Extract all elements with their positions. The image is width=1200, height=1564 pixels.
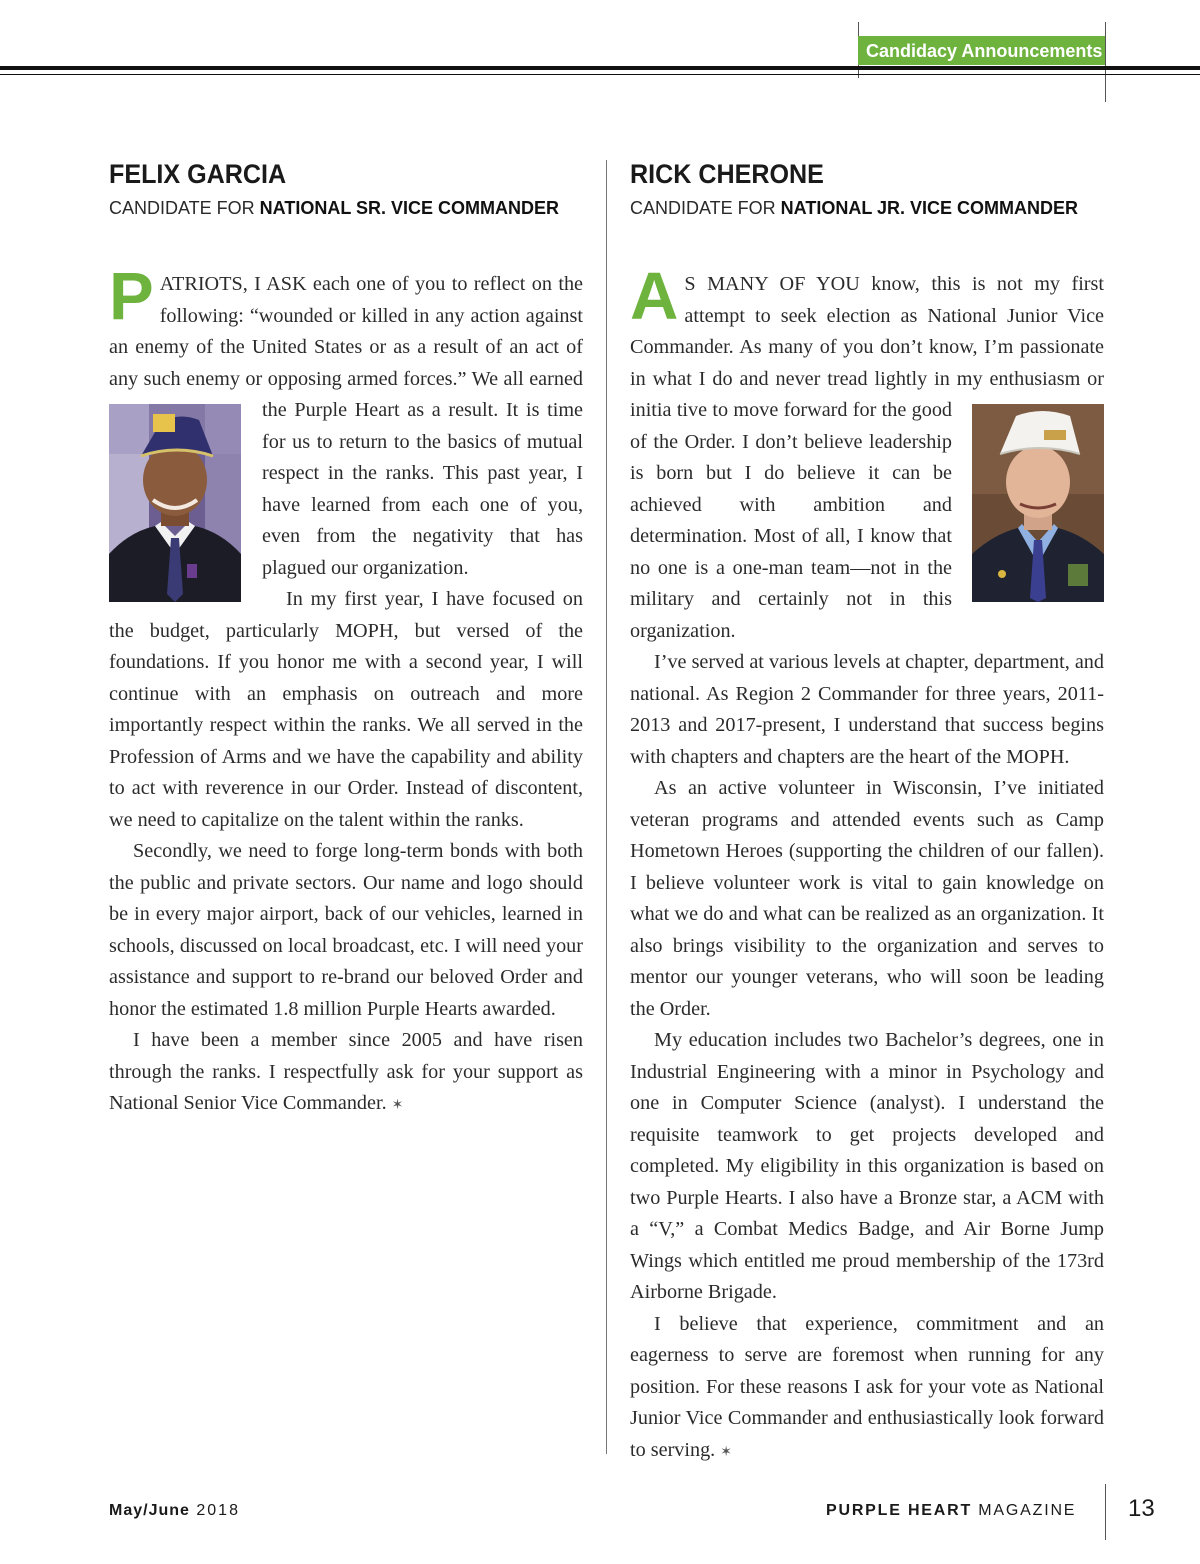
drop-cap: P bbox=[109, 259, 154, 334]
footer-magazine-name bbox=[826, 1502, 1076, 1520]
issue-month: May/June bbox=[109, 1502, 190, 1519]
magazine-name-bold: PURPLE HEART bbox=[826, 1502, 973, 1519]
candidate-photo-rick-cherone bbox=[972, 404, 1104, 602]
article-paragraph: Secondly, we need to forge long-term bonds with both the public and private sectors. Our name and logo should be in every major airport, back of our vehicles, learned in schools, discussed on local broadcast, etc. I will need your assistance and support to re-brand our beloved Order and honor the estimated 1.8 million Purple Hearts awarded. bbox=[109, 840, 583, 1020]
article-body bbox=[630, 259, 1104, 1468]
role-prefix: CANDIDATE FOR bbox=[109, 198, 260, 218]
candidate-role bbox=[630, 196, 1104, 220]
page-number: 13 bbox=[1128, 1495, 1155, 1522]
article-paragraph: My education includes two Bachelor’s degrees, one in Industrial Engineering with a minor in Psychology and one in Computer Science (analyst). I understand the requisite teamwork to get projects developed and completed. My eligibility in this organization is based on two Purple Hearts. I also have a Bronze star, a ACM with a “V,” a Combat Medics Badge, and Air Borne Jump Wings which entitled me proud membership of the 173rd Airborne Brigade. bbox=[630, 1029, 1104, 1303]
candidate-role bbox=[109, 196, 583, 220]
article-body bbox=[109, 259, 583, 1122]
candidate-name: RICK CHERONE bbox=[630, 159, 824, 189]
paragraph-text-continued: tive to move forward for the good of the Order. I don’t believe leadership is born but I do believe it can be achieved with ambition and determination. Most of all, I know that no one is a one-man team—not in the military and certainly not in this organization. bbox=[630, 399, 953, 642]
magazine-name-rest: MAGAZINE bbox=[972, 1502, 1077, 1519]
header-rule-thin bbox=[0, 74, 1200, 75]
role-title: NATIONAL SR. VICE COMMANDER bbox=[259, 198, 560, 218]
column-divider bbox=[606, 160, 607, 1454]
candidate-column-felix-garcia bbox=[109, 156, 583, 1122]
end-mark-icon: ✶ bbox=[391, 1098, 404, 1113]
section-label: Candidacy Announcements bbox=[866, 41, 1103, 61]
candidate-photo-felix-garcia bbox=[109, 404, 241, 602]
article-paragraph: In my first year, I have focused on the budget, particularly MOPH, but versed of the foundations. If you honor me with a second year, I will continue with an emphasis on outreach and more importantly respect within the ranks. We all served in the Profession of Arms and we have the capability and ability to act with reverence in our Order. Instead of discontent, we need to capitalize on the talent within the ranks. bbox=[109, 588, 583, 831]
article-paragraph bbox=[109, 1025, 583, 1122]
role-prefix: CANDIDATE FOR bbox=[630, 198, 781, 218]
article-paragraph: As an active volunteer in Wisconsin, I’ve initiated veteran programs and attended events such as Camp Hometown Heroes (supporting the children of our fallen). I believe volunteer work is vital to gain knowledge on what we do and what can be realized as an organization. It also brings visibility to the organization and serves to mentor our younger veterans, who will soon be leading the Order. bbox=[630, 777, 1104, 1020]
header-rule-vertical-right bbox=[1105, 22, 1106, 102]
candidate-name: FELIX GARCIA bbox=[109, 159, 287, 189]
paragraph-text: S MANY OF YOU know, this is not my first attempt to seek election as National Junior Vice Commander. As many of you don’t know, I’m passionate in what I do and never tread lightly in my enthusiasm or initia bbox=[630, 273, 1104, 421]
portrait-illustration bbox=[109, 404, 241, 602]
article-paragraph bbox=[630, 259, 1104, 647]
article-paragraph bbox=[630, 1309, 1104, 1469]
paragraph-text: ATRIOTS, I ASK each one of you to reflect on the following: “wounded or killed in any action against an enemy of the United States or as a result of an act of any such enemy or opposing armed forces.” We all bbox=[109, 273, 583, 390]
drop-cap: A bbox=[630, 259, 679, 334]
issue-year: 2018 bbox=[189, 1502, 240, 1519]
section-label-tab bbox=[858, 36, 1105, 65]
footer-rule-vertical bbox=[1105, 1484, 1106, 1540]
end-mark-icon: ✶ bbox=[720, 1444, 733, 1460]
footer-issue-date bbox=[109, 1502, 240, 1520]
paragraph-text: I have been a member since 2005 and have risen through the ranks. I respectfully ask for your support as National Senior Vice Commander. bbox=[109, 1029, 583, 1114]
portrait-illustration bbox=[972, 404, 1104, 602]
article-paragraph: I’ve served at various levels at chapter, department, and national. As Region 2 Commander for three years, 2011-2013 and 2017-present, I understand that success begins with chapters and chapters are the heart of the MOPH. bbox=[630, 651, 1104, 768]
header-rule-thick bbox=[0, 66, 1200, 70]
article-paragraph bbox=[109, 259, 583, 584]
role-title: NATIONAL JR. VICE COMMANDER bbox=[780, 198, 1079, 218]
paragraph-text-continued: earned the Purple Heart as a result. It is time for us to return to the basics of mutual respect in the ranks. This past year, I have learned from each one of you, even from the negativity that has plagued our organization. bbox=[262, 367, 583, 579]
paragraph-text: I believe that experience, commitment and an eagerness to serve are foremost when running for any position. For these reasons I ask for your vote as National Junior Vice Commander and enthusiastically look forward to serving. bbox=[630, 1312, 1104, 1461]
candidate-column-rick-cherone bbox=[630, 156, 1104, 1468]
